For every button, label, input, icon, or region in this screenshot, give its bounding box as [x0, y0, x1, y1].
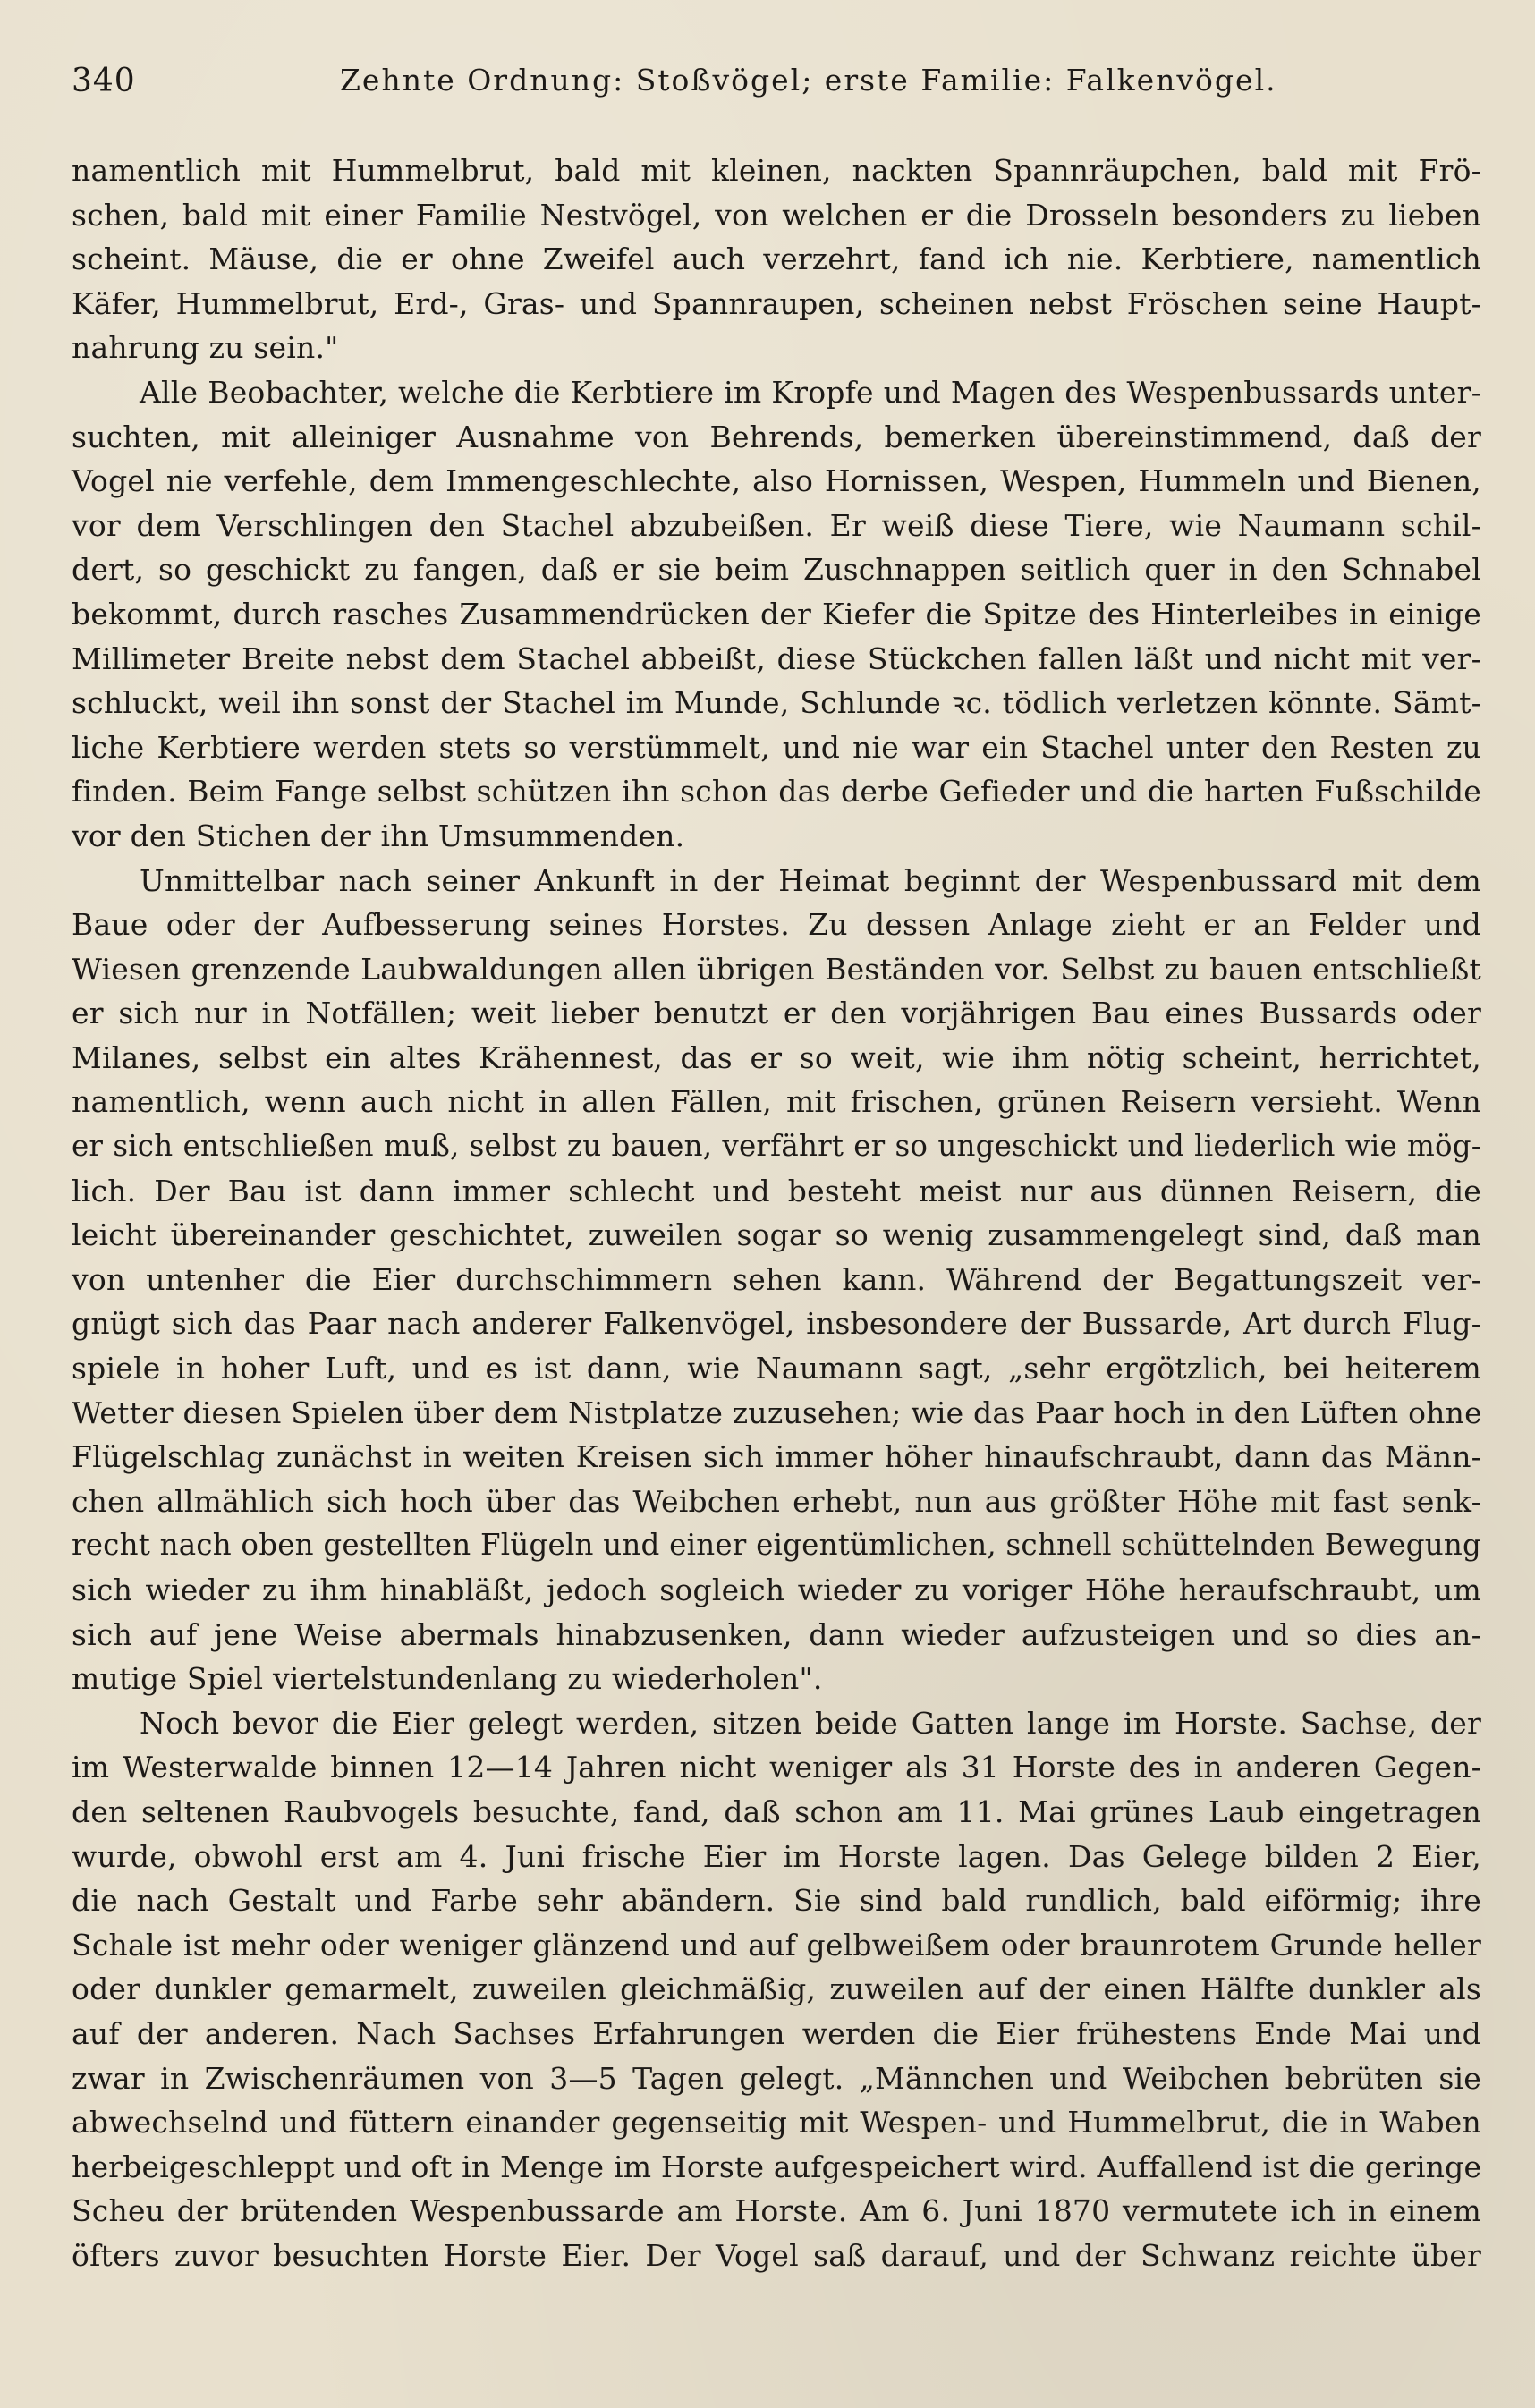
- text-line: er sich nur in Notfällen; weit lieber benutzt er den vorjährigen Bau eines Bussards oder: [72, 996, 1481, 1031]
- text-line: den seltenen Raubvogels besuchte, fand, daß schon am 11. Mai grünes Laub eingetragen: [72, 1793, 1481, 1829]
- text-line: spiele in hoher Luft, und es ist dann, wie Naumann sagt, „sehr ergötzlich, bei heiterem: [72, 1351, 1481, 1386]
- text-line: von untenher die Eier durchschimmern sehen kann. Während der Begattungszeit ver-: [72, 1261, 1481, 1297]
- text-line: Wiesen grenzende Laubwaldungen allen übrigen Beständen vor. Selbst zu bauen entschließt: [72, 951, 1481, 987]
- text-line: Vogel nie verfehle, dem Immengeschlechte, also Hornissen, Wespen, Hummeln und Bienen,: [72, 463, 1481, 499]
- text-line: Milanes, selbst ein altes Krähennest, das er so weit, wie ihm nötig scheint, herrichtet,: [72, 1039, 1481, 1075]
- text-line: die nach Gestalt und Farbe sehr abändern. Sie sind bald rundlich, bald eiförmig; ihre: [72, 1883, 1481, 1919]
- text-line: auf der anderen. Nach Sachses Erfahrungen werden die Eier frühestens Ende Mai und: [72, 2015, 1481, 2051]
- text-line: wurde, obwohl erst am 4. Juni frische Eier im Horste lagen. Das Gelege bilden 2 Eier,: [72, 1838, 1481, 1874]
- text-line: leicht übereinander geschichtet, zuweilen sogar so wenig zusammengelegt sind, daß man: [72, 1217, 1481, 1253]
- text-line: Noch bevor die Eier gelegt werden, sitzen beide Gatten lange im Horste. Sachse, der: [140, 1705, 1481, 1741]
- text-line: mutige Spiel viertelstundenlang zu wiederholen".: [72, 1661, 823, 1697]
- text-line: Scheu der brütenden Wespenbussarde am Horste. Am 6. Juni 1870 vermutete ich in einem: [72, 2193, 1481, 2229]
- text-line: Unmittelbar nach seiner Ankunft in der Heimat beginnt der Wespenbussard mit dem: [140, 862, 1481, 898]
- text-line: namentlich mit Hummelbrut, bald mit kleinen, nackten Spannräupchen, bald mit Frö-: [72, 153, 1481, 188]
- text-line: sich wieder zu ihm hinabläßt, jedoch sogleich wieder zu voriger Höhe heraufschraubt, um: [72, 1573, 1481, 1607]
- text-line: öfters zuvor besuchten Horste Eier. Der Vogel saß darauf, und der Schwanz reichte über: [72, 2237, 1481, 2273]
- text-line: recht nach oben gestellten Flügeln und einer eigentümlichen, schnell schüttelnden Bewegung: [72, 1528, 1481, 1563]
- text-line: finden. Beim Fange selbst schützen ihn schon das derbe Gefieder und die harten Fußschilde: [72, 774, 1481, 810]
- body-text: [72, 148, 1481, 2278]
- text-line: Käfer, Hummelbrut, Erd-, Gras- und Spannraupen, scheinen nebst Fröschen seine Haupt-: [72, 285, 1481, 321]
- text-line: sich auf jene Weise abermals hinabzusenken, dann wieder aufzusteigen und so dies an-: [72, 1616, 1481, 1652]
- text-line: im Westerwalde binnen 12—14 Jahren nicht weniger als 31 Horste des in anderen Gegen-: [72, 1750, 1481, 1785]
- text-line: er sich entschließen muß, selbst zu bauen, verfährt er so ungeschickt und liederlich wie mög-: [72, 1129, 1481, 1164]
- text-line: Millimeter Breite nebst dem Stachel abbeißt, diese Stückchen fallen läßt und nicht mit ver-: [72, 640, 1481, 676]
- text-line: chen allmählich sich hoch über das Weibchen erhebt, nun aus größter Höhe mit fast senk-: [72, 1483, 1481, 1519]
- text-line: herbeigeschleppt und oft in Menge im Horste aufgespeichert wird. Auffallend ist die geringe: [72, 2149, 1482, 2184]
- running-head: [72, 63, 1481, 113]
- text-line: Schale ist mehr oder weniger glänzend und auf gelbweißem oder braunrotem Grunde heller: [72, 1927, 1481, 1963]
- text-line: Alle Beobachter, welche die Kerbtiere im Kropfe und Magen des Wespenbussards unter-: [140, 374, 1481, 410]
- text-line: Wetter diesen Spielen über dem Nistplatze zuzusehen; wie das Paar hoch in den Lüften ohne: [72, 1395, 1482, 1430]
- text-line: Flügelschlag zunächst in weiten Kreisen sich immer höher hinaufschraubt, dann das Männ-: [72, 1439, 1481, 1475]
- text-line: scheint. Mäuse, die er ohne Zweifel auch verzehrt, fand ich nie. Kerbtiere, namentlich: [72, 242, 1481, 277]
- text-line: zwar in Zwischenräumen von 3—5 Tagen gelegt. „Männchen und Weibchen bebrüten sie: [72, 2060, 1481, 2096]
- text-line: liche Kerbtiere werden stets so verstümmelt, und nie war ein Stachel unter den Resten zu: [72, 729, 1481, 765]
- text-line: bekommt, durch rasches Zusammendrücken der Kiefer die Spitze des Hinterleibes in einige: [72, 596, 1481, 632]
- text-line: dert, so geschickt zu fangen, daß er sie beim Zuschnappen seitlich quer in den Schnabel: [72, 552, 1481, 588]
- text-line: vor den Stichen der ihn Umsummenden.: [72, 818, 685, 853]
- text-line: abwechselnd und füttern einander gegenseitig mit Wespen- und Hummelbrut, die in Waben: [72, 2105, 1481, 2141]
- text-line: Baue oder der Aufbesserung seines Horstes. Zu dessen Anlage zieht er an Felder und: [72, 907, 1481, 943]
- text-line: nahrung zu sein.": [72, 330, 339, 366]
- text-line: lich. Der Bau ist dann immer schlecht und besteht meist nur aus dünnen Reisern, die: [72, 1173, 1481, 1208]
- text-line: oder dunkler gemarmelt, zuweilen gleichmäßig, zuweilen auf der einen Hälfte dunkler als: [72, 1971, 1481, 2007]
- text-line: vor dem Verschlingen den Stachel abzubeißen. Er weiß diese Tiere, wie Naumann schil-: [72, 507, 1481, 543]
- text-line: gnügt sich das Paar nach anderer Falkenvögel, insbesondere der Bussarde, Art durch Flug-: [72, 1306, 1481, 1342]
- running-title: Zehnte Ordnung: Stoßvögel; erste Familie: Falkenvögel.: [340, 63, 1277, 98]
- text-line: namentlich, wenn auch nicht in allen Fällen, mit frischen, grünen Reisern versieht. Wenn: [72, 1084, 1481, 1120]
- text-line: suchten, mit alleiniger Ausnahme von Behrends, bemerken übereinstimmend, daß der: [72, 419, 1481, 454]
- text-line: schluckt, weil ihn sonst der Stachel im Munde, Schlunde ꝛc. tödlich verletzen könnte. Sämt-: [72, 685, 1481, 721]
- page-number: 340: [72, 63, 136, 99]
- text-line: schen, bald mit einer Familie Nestvögel, von welchen er die Drosseln besonders zu lieben: [72, 197, 1481, 233]
